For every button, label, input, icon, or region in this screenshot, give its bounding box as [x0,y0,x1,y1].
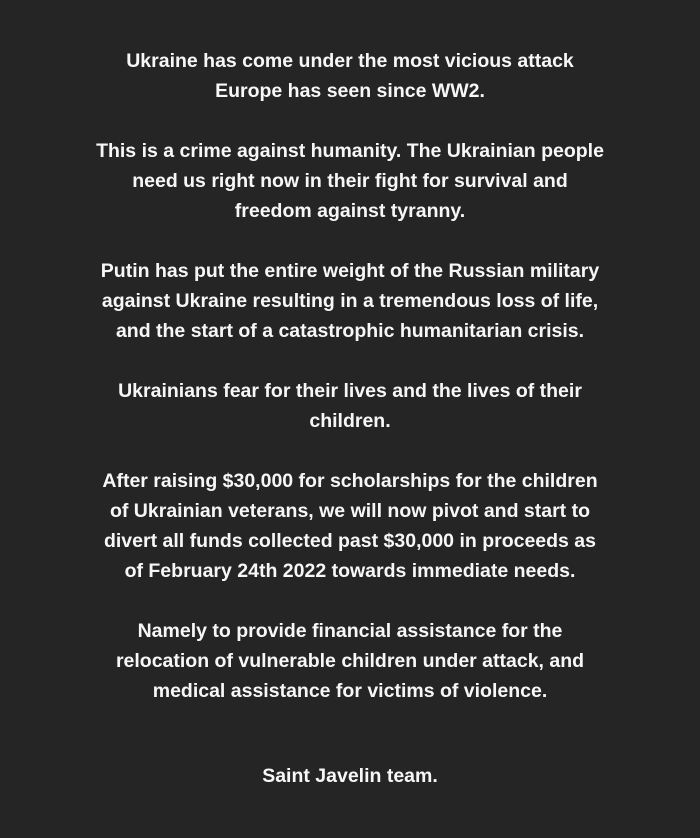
text-line: Namely to provide financial assistance for the [137,620,563,642]
text-line: relocation of vulnerable children under attack, and [115,650,585,672]
signature: Saint Javelin team. [262,765,438,787]
paragraph-attack [0,46,700,106]
paragraph-crime [0,136,700,226]
text-line: freedom against tyranny. [234,200,466,222]
text-line: need us right now in their fight for survival and [132,170,568,192]
text-line: Europe has seen since WW2. [215,80,485,102]
paragraph-funds [0,466,700,586]
text-line: children. [309,410,391,432]
text-line: Putin has put the entire weight of the Russian military [100,260,600,282]
text-line: against Ukraine resulting in a tremendous loss of life, [101,290,599,312]
paragraph-assistance [0,616,700,706]
text-line: Ukraine has come under the most vicious attack [126,50,574,72]
text-line: and the start of a catastrophic humanitarian crisis. [115,320,585,342]
text-line: medical assistance for victims of violence. [152,680,548,702]
text-line: of Ukrainian veterans, we will now pivot and start to [109,500,590,522]
text-line: divert all funds collected past $30,000 in proceeds as [103,530,597,552]
paragraph-putin [0,256,700,346]
text-line: of February 24th 2022 towards immediate needs. [124,560,576,582]
text-line: This is a crime against humanity. The Ukrainian people [96,140,604,162]
text-line: After raising $30,000 for scholarships for the children [102,470,598,492]
paragraph-fear [0,376,700,436]
text-line: Ukrainians fear for their lives and the lives of their [118,380,582,402]
